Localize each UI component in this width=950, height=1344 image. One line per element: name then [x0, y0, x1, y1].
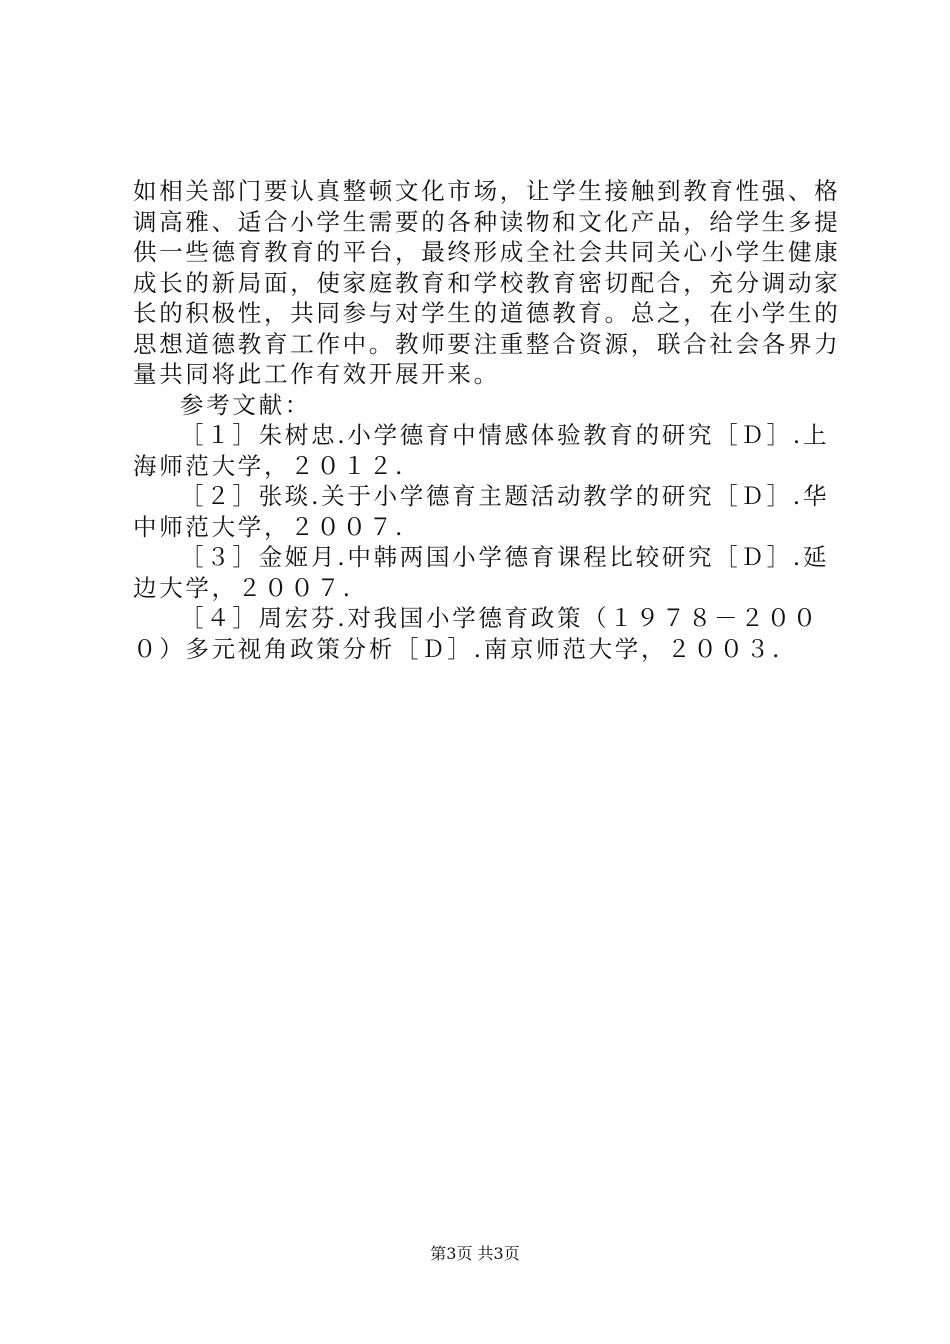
paragraph-line: 量共同将此工作有效开展开来。	[133, 360, 500, 388]
paragraph-line: 供一些德育教育的平台，最终形成全社会共同关心小学生健康	[133, 238, 841, 266]
references-heading: 参考文献：	[180, 390, 311, 419]
reference-line: 边大学，２００７.	[133, 573, 353, 602]
reference-line: ［２］张琰.关于小学德育主题活动教学的研究［Ｄ］.华	[180, 482, 830, 510]
document-body	[133, 176, 841, 664]
page-footer: 第3页 共3页	[430, 1244, 520, 1263]
body-paragraph	[133, 176, 841, 390]
reference-line: ［４］周宏芬.对我国小学德育政策（１９７８－２００	[180, 604, 819, 632]
reference-line: ［１］朱树忠.小学德育中情感体验教育的研究［Ｄ］.上	[180, 421, 830, 449]
reference-item	[133, 542, 833, 603]
reference-line: 海师范大学，２０１２.	[133, 451, 406, 480]
reference-item	[133, 420, 833, 481]
paragraph-line: 调高雅、适合小学生需要的各种读物和文化产品，给学生多提	[133, 207, 841, 236]
reference-line: 中师范大学，２００７.	[133, 512, 406, 541]
reference-line: ［３］金姬月.中韩两国小学德育课程比较研究［Ｄ］.延	[180, 543, 830, 571]
paragraph-line: 长的积极性，共同参与对学生的道德教育。总之，在小学生的	[133, 299, 841, 327]
paragraph-line: 如相关部门要认真整顿文化市场，让学生接触到教育性强、格	[133, 177, 841, 205]
references-section	[133, 390, 833, 665]
reference-item	[133, 481, 833, 542]
reference-line: ０）多元视角政策分析［Ｄ］.南京师范大学，２００３.	[133, 634, 783, 663]
paragraph-line: 思想道德教育工作中。教师要注重整合资源，联合社会各界力	[133, 329, 841, 358]
reference-item	[133, 603, 833, 664]
paragraph-line: 成长的新局面，使家庭教育和学校教育密切配合，充分调动家	[133, 268, 841, 297]
